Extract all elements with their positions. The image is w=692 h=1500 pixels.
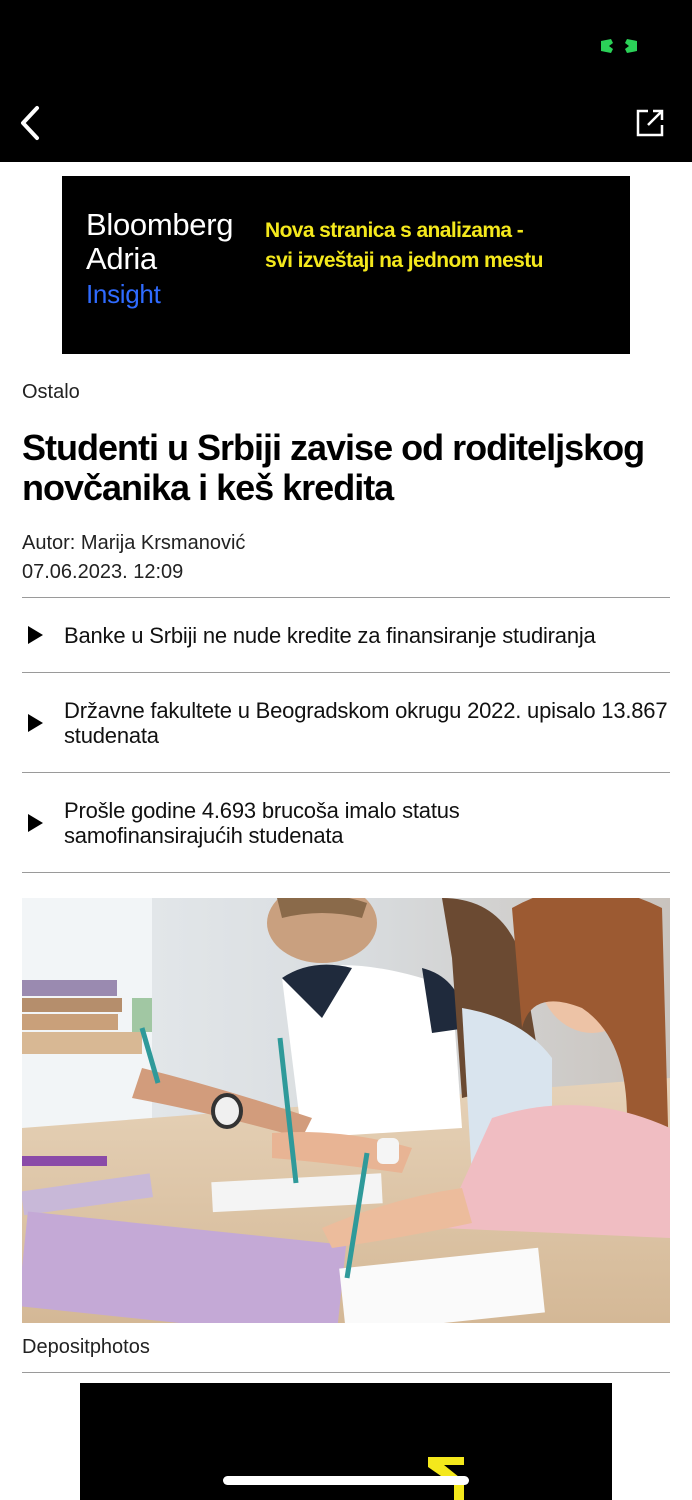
divider [22,1372,670,1373]
highlight-text: Prošle godine 4.693 brucoša imalo status samofinansirajućih studenata [64,797,460,848]
ad-tagline-line1: Nova stranica s analizama - [265,219,524,242]
top-bar [0,0,692,162]
highlight-item [22,673,670,772]
home-indicator[interactable] [223,1476,469,1485]
highlight-item [22,773,670,872]
chevron-left-icon [18,105,42,141]
article-author: Autor: Marija Krsmanović [22,532,246,554]
highlight-text: Državne fakultete u Beogradskom okrugu 2022. upisalo 13.867 studenata [64,697,668,748]
article-title: Studenti u Srbiji zavise od roditeljskog novčanika i keš kredita [22,427,645,508]
play-arrow-icon [28,814,43,832]
external-link-icon [635,108,665,138]
highlight-text: Banke u Srbiji ne nude kredite za finansiranje studiranja [64,622,596,648]
ad-tagline-line2: svi izveštaji na jednom mestu [265,249,543,272]
back-button[interactable] [8,100,52,146]
play-arrow-icon [28,626,43,644]
divider [22,872,670,873]
ad-banner-bloomberg-adria-insight[interactable] [62,176,630,354]
open-external-button[interactable] [628,100,672,146]
article-date: 07.06.2023. 12:09 [22,561,184,583]
article-category[interactable]: Ostalo [22,381,80,403]
play-arrow-icon [28,714,43,732]
students-studying-image [22,898,670,1323]
ad-brand-line2: Adria [86,241,157,276]
highlight-item [22,598,670,672]
ad-brand-insight: Insight [86,279,161,309]
article-photo[interactable] [22,898,670,1323]
call-active-indicator-icon [599,38,639,54]
ad-brand-line1: Bloomberg [86,207,234,242]
ad-brand-logo [86,208,233,312]
ad-tagline [265,216,615,276]
photo-caption: Depositphotos [22,1336,150,1358]
